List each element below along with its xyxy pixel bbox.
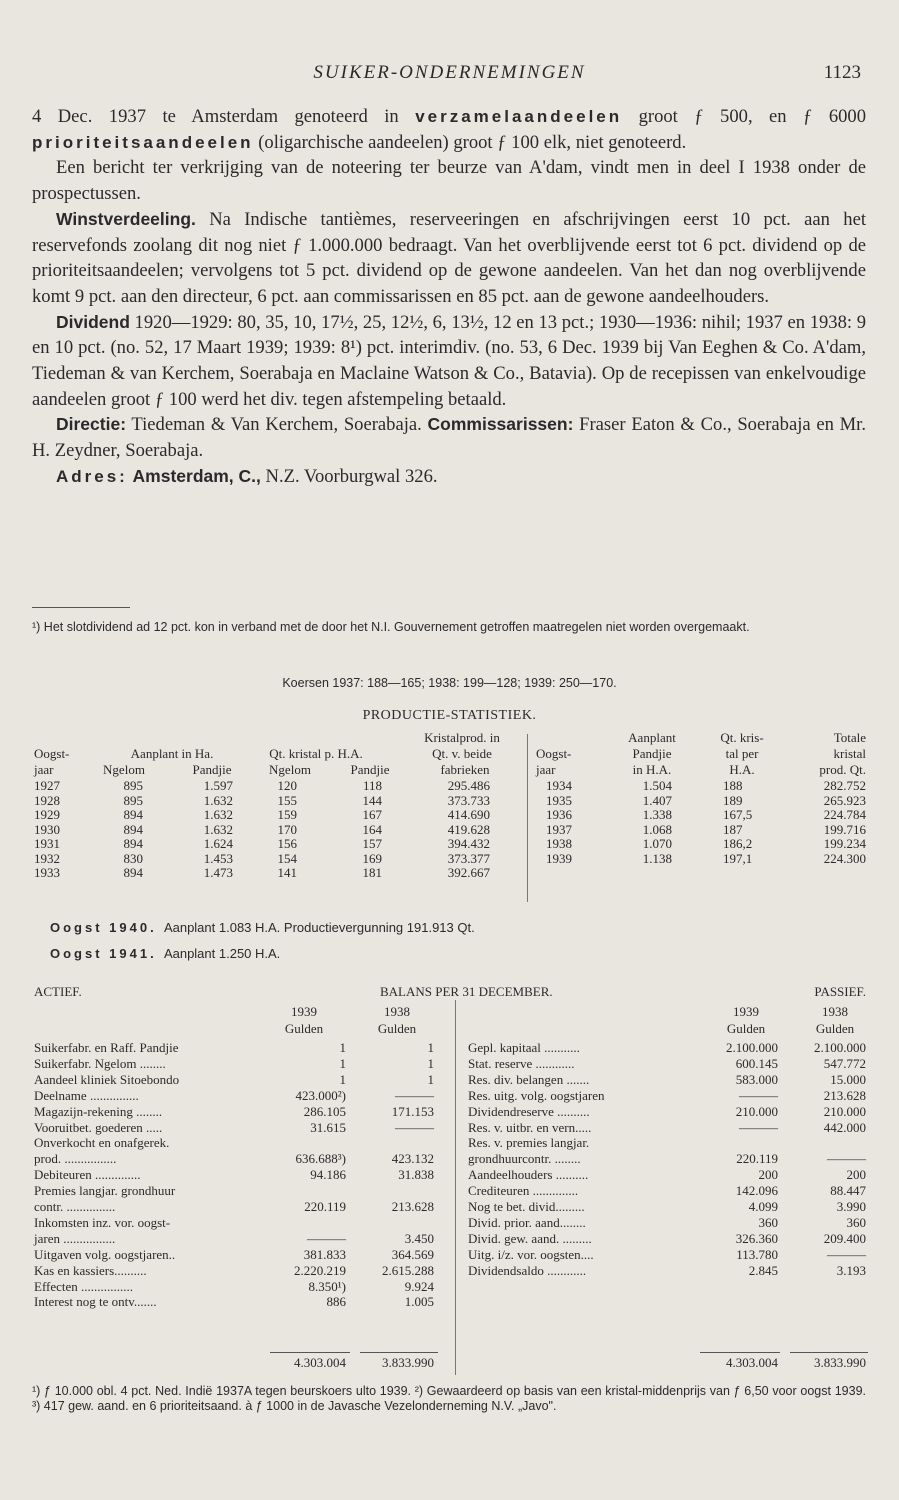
prod-cell: 894 <box>123 821 143 837</box>
prod-cell-right: 1.338 <box>642 807 672 822</box>
prod-cell-right: 167,5 <box>723 807 753 822</box>
prod-cell-right: 1.407 <box>642 792 672 808</box>
prod-cell-right: 1934 <box>546 778 572 793</box>
passief-row-1939: 210.000 <box>735 1103 778 1119</box>
prod-cell: 155 <box>277 792 297 808</box>
prod-cell: 118 <box>362 778 382 793</box>
passief-row-1939: 2.100.000 <box>726 1040 778 1055</box>
prod-cell: 1.473 <box>203 865 233 880</box>
prod-cell-right: 265.923 <box>823 792 866 808</box>
prod-cell-right: 1.068 <box>642 821 672 837</box>
prod-cell-right: 1.070 <box>642 836 672 851</box>
prod-head-r-totale: Totale <box>833 730 866 745</box>
p1-run-3: prioriteitsaandeelen <box>32 132 254 152</box>
oogst-1940 <box>50 920 475 935</box>
actief-row-label: Deelname ............... <box>34 1087 139 1103</box>
prod-cell: 373.377 <box>447 850 490 866</box>
prod-cell: 1.597 <box>203 778 233 793</box>
actief-row-label: contr. ............... <box>34 1199 116 1214</box>
prod-head-r-oogst: Oogst- <box>536 746 572 761</box>
prod-cell-right: 1937 <box>546 821 572 837</box>
p1-run-4: (oligarchische aandeelen) groot ƒ 100 elk, niet genoteerd. <box>253 131 687 153</box>
prod-cell: 1930 <box>34 821 60 837</box>
prod-cell: 1928 <box>34 792 60 808</box>
prod-cell: 895 <box>123 792 143 808</box>
passief-row-1938: 210.000 <box>823 1103 866 1119</box>
actief-row-label: Vooruitbet. goederen ..... <box>34 1119 163 1135</box>
prod-cell-right: 224.300 <box>823 850 866 866</box>
balance-passief-label: PASSIEF. <box>814 984 866 999</box>
p3-run-1: Na Indische tantièmes, reserveeringen en afschrijvingen eerst 10 pct. aan het reservefonds zoolang dit nog niet ƒ 1.000.000 bedraagt. Van het overblijvende eerst tot 6 pct. dividend op de prioriteitsaandeelen; vervolgens tot 5 pct. dividend op de gewone aandeelen. Van het dan nog overblijvende komt 9 pct. aan den directeur, 6 pct. aan commissarissen en 85 pct. aan de gewone aandeelhouders. <box>32 208 866 307</box>
passief-row-1939: 220.119 <box>736 1151 778 1167</box>
actief-row-1938: 2.615.288 <box>382 1262 434 1278</box>
paragraph-adres <box>32 464 866 490</box>
actief-row-1939: 220.119 <box>304 1199 346 1214</box>
actief-row-label: Suikerfabr. Ngelom ........ <box>34 1055 166 1071</box>
actief-row-label: Debiteuren .............. <box>34 1167 141 1183</box>
prod-cell-right: 199.234 <box>823 836 866 851</box>
prod-cell-right: 199.716 <box>823 821 866 837</box>
passief-row-1939: 360 <box>758 1214 778 1230</box>
balance-divider <box>455 1000 456 1375</box>
p6-run-2: Amsterdam, C., <box>132 465 261 486</box>
prod-head-r-kristal: Qt. kris- <box>720 730 764 745</box>
footnote-dividend: ¹) Het slotdividend ad 12 pct. kon in verband met de door het N.I. Gouvernement getroffen maatregelen niet worden overgemaakt. <box>32 620 750 634</box>
prod-cell: 392.667 <box>447 865 490 880</box>
prod-cell-right: 1.138 <box>642 850 672 866</box>
p4-run-0: Dividend <box>56 311 130 332</box>
prod-head-jaar: jaar <box>34 762 54 777</box>
prod-head-oogstjaar: Oogst- <box>34 746 70 761</box>
actief-row-1938: 213.628 <box>391 1199 434 1214</box>
prod-cell: 419.628 <box>447 821 490 837</box>
passief-row-label: Uitg. i/z. vor. oogsten.... <box>468 1246 594 1262</box>
prod-cell: 156 <box>277 836 297 851</box>
actief-row-1938: ——— <box>395 1087 434 1103</box>
balance-actief-label: ACTIEF. <box>34 984 82 999</box>
actief-row-1938: 171.153 <box>391 1103 434 1119</box>
passief-row-label: grondhuurcontr. ........ <box>468 1151 581 1167</box>
prod-cell-right: 1938 <box>546 836 572 851</box>
passief-row-1938: 360 <box>846 1214 866 1230</box>
passief-row-1938: 547.772 <box>823 1055 866 1071</box>
passief-row-label: Nog te bet. divid......... <box>468 1199 585 1214</box>
prod-cell: 164 <box>362 821 382 837</box>
actief-row-label: Inkomsten inz. vor. oogst- <box>34 1214 171 1230</box>
passief-row-1939: ——— <box>739 1119 778 1135</box>
prod-cell: 295.486 <box>447 778 490 793</box>
prod-head-aanplant: Aanplant in Ha. <box>130 746 214 761</box>
actief-row-label: Premies langjar. grondhuur <box>34 1183 176 1199</box>
passief-row-label: Gepl. kapitaal ........... <box>468 1040 580 1055</box>
prod-cell: 170 <box>277 821 297 837</box>
prod-cell-right: 197,1 <box>723 850 753 866</box>
prod-cell-right: 282.752 <box>823 778 866 793</box>
passief-row-1938: 3.193 <box>836 1262 866 1278</box>
actief-row-label: Uitgaven volg. oogstjaren.. <box>34 1246 176 1262</box>
actief-row-1939: ——— <box>307 1230 346 1246</box>
actief-row-1938: 3.450 <box>404 1230 434 1246</box>
passief-row-label: Crediteuren .............. <box>468 1183 579 1199</box>
prod-cell-right: 1935 <box>546 792 572 808</box>
balance-unit-p: Gulden <box>726 1021 766 1036</box>
passief-row-label: Divid. gew. aand. ......... <box>468 1230 592 1246</box>
passief-row-1938: 15.000 <box>830 1071 866 1087</box>
actief-row-label: Suikerfabr. en Raff. Pandjie <box>34 1040 179 1055</box>
prod-cell: 159 <box>277 807 297 822</box>
prod-head-r-aanplant: Aanplant <box>628 730 676 745</box>
prod-head-pandjie: Pandjie <box>192 762 232 777</box>
actief-total-1938: 3.833.990 <box>382 1355 434 1370</box>
total-rule <box>790 1352 868 1353</box>
passief-total-1939: 4.303.004 <box>726 1355 778 1370</box>
page-title: SUIKER-ONDERNEMINGEN <box>313 62 586 83</box>
passief-row-label: Dividendsaldo ............ <box>468 1262 587 1278</box>
actief-row-1939: 94.186 <box>310 1167 346 1183</box>
actief-row-label: Aandeel kliniek Sitoebondo <box>34 1071 180 1087</box>
passief-total-1938: 3.833.990 <box>814 1355 866 1370</box>
koersen-line: Koersen 1937: 188—165; 1938: 199—128; 1939: 250—170. <box>282 676 617 690</box>
p5-run-2: Commissarissen: <box>427 414 574 435</box>
prod-cell: 1927 <box>34 778 60 793</box>
prod-cell: 1932 <box>34 850 60 866</box>
p4-run-1: 1920—1929: 80, 35, 10, 17½, 25, 12½, 6, 13½, 12 en 13 pct.; 1930—1936: nihil; 1937 en 1938: 9 en 10 pct. (no. 52, 17 Maart 1939; 1939: 8¹) pct. interimdiv. (no. 53, 6 Dec. 1939 bij Van Eeghen & Co. A'dam, Tiedeman & van Kerchem, Soerabaja en Maclaine Watson & Co., Batavia). Op de recepissen van enkelvoudige aandeelen groot ƒ 100 werd het div. tegen afstempeling betaald. <box>32 311 866 410</box>
prod-head-r-jaar: jaar <box>536 762 556 777</box>
actief-row-label: Onverkocht en onafgerek. <box>34 1135 170 1151</box>
prod-head-r-pandjie: Pandjie <box>632 746 672 761</box>
prod-cell: 1.624 <box>203 836 233 851</box>
passief-row-1938: 2.100.000 <box>814 1040 866 1055</box>
p6-run-0: Adres: <box>56 466 128 486</box>
passief-row-1939: 600.145 <box>735 1055 778 1071</box>
actief-row-1938: 423.132 <box>391 1151 434 1167</box>
actief-row-1939: 2.220.219 <box>294 1262 346 1278</box>
actief-row-1939: 636.688³) <box>295 1151 346 1167</box>
passief-row-1938: 3.990 <box>836 1199 866 1214</box>
paragraph-winstverdeeling <box>32 207 866 310</box>
paragraph-directie <box>32 412 866 463</box>
body-text <box>32 104 866 490</box>
p3-run-0: Winstverdeeling. <box>56 208 196 229</box>
actief-row-1938: 31.838 <box>398 1167 434 1183</box>
paragraph-prospectus <box>32 155 866 206</box>
actief-row-1938: ——— <box>395 1119 434 1135</box>
prod-cell-right: 1939 <box>546 850 572 866</box>
production-divider <box>527 734 528 902</box>
passief-row-1938: 442.000 <box>823 1119 866 1135</box>
footnote-divider <box>32 607 130 608</box>
oogst-1941-label: Oogst 1941. <box>50 946 157 961</box>
actief-row-1939: 286.105 <box>303 1103 346 1119</box>
prod-cell-right: 186,2 <box>723 836 753 851</box>
actief-row-1939: 8.350¹) <box>308 1278 346 1294</box>
balance-unit: Gulden <box>284 1021 324 1036</box>
prod-cell: 1.632 <box>203 792 233 808</box>
prod-cell: 1929 <box>34 807 60 822</box>
actief-row-1939: 381.833 <box>303 1246 346 1262</box>
prod-head-pandjie-2: Pandjie <box>350 762 390 777</box>
prod-cell: 120 <box>277 778 297 793</box>
paragraph-dividend <box>32 310 866 413</box>
actief-row-label: Magazijn-rekening ........ <box>34 1103 163 1119</box>
prod-head-ngelom-2: Ngelom <box>269 762 311 777</box>
prod-cell-right: 1936 <box>546 807 572 822</box>
balance-year-1939: 1939 <box>291 1004 317 1019</box>
prod-cell: 1.632 <box>203 821 233 837</box>
passief-row-1938: 200 <box>846 1167 866 1183</box>
prod-cell: 181 <box>362 865 382 880</box>
passief-row-1939: 200 <box>758 1167 778 1183</box>
production-title: PRODUCTIE-STATISTIEK. <box>362 708 537 723</box>
passief-row-1938: ——— <box>827 1246 866 1262</box>
prod-head-kristalprod: Kristalprod. in <box>424 730 500 745</box>
paragraph-listing <box>32 104 866 155</box>
prod-cell-right: 188 <box>723 778 743 793</box>
passief-row-1938: 209.400 <box>823 1230 866 1246</box>
p5-run-3: Fraser Eaton & Co., Soerabaja en Mr. H. Zeydner, Soerabaja. <box>32 414 866 462</box>
balance-year-1939-p: 1939 <box>733 1004 759 1019</box>
prod-cell: 894 <box>123 836 143 851</box>
prod-cell: 373.733 <box>447 792 490 808</box>
actief-row-1938: 1 <box>427 1071 434 1087</box>
prod-cell: 154 <box>277 850 297 866</box>
prod-head-r-ha: H.A. <box>729 762 755 777</box>
prod-cell: 894 <box>123 865 143 880</box>
actief-total-1939: 4.303.004 <box>294 1355 346 1370</box>
prod-cell-right: 189 <box>723 792 743 808</box>
passief-row-1939: ——— <box>739 1087 778 1103</box>
p5-run-1: Tiedeman & Van Kerchem, Soerabaja. <box>126 414 428 436</box>
prod-cell-right: 187 <box>723 821 743 837</box>
passief-row-label: Res. div. belangen ....... <box>468 1071 590 1087</box>
balance-unit-p: Gulden <box>815 1021 855 1036</box>
p1-run-2: groot ƒ 500, en ƒ 6000 <box>622 106 867 127</box>
actief-row-1938: 9.924 <box>404 1278 434 1294</box>
prod-cell: 895 <box>123 778 143 793</box>
balance-title: BALANS PER 31 DECEMBER. <box>380 984 553 999</box>
prod-head-r-prod: prod. Qt. <box>819 762 866 777</box>
prod-cell: 414.690 <box>447 807 490 822</box>
running-header <box>0 62 899 88</box>
actief-row-label: Interest nog te ontv....... <box>34 1294 157 1310</box>
prod-cell: 141 <box>277 865 297 880</box>
prod-cell: 1931 <box>34 836 60 851</box>
footnote-balance: ¹) ƒ 10.000 obl. 4 pct. Ned. Indië 1937A tegen beurskoers ulto 1939. ²) Gewaardeerd op basis van een kristal-middenprijs van ƒ 6,50 voor oogst 1939. ³) 417 gew. aand. en 6 prioriteitsaand. à ƒ 1000 in de Javasche Vezelonderneming N.V. „Javo". <box>32 1384 866 1413</box>
actief-row-label: Effecten ................ <box>34 1278 134 1294</box>
oogst-1940-label: Oogst 1940. <box>50 920 157 935</box>
passief-row-1938: ——— <box>827 1151 866 1167</box>
total-rule <box>270 1352 350 1353</box>
p6-run-3: N.Z. Voorburgwal 326. <box>260 465 438 487</box>
passief-row-label: Dividendreserve .......... <box>468 1103 590 1119</box>
passief-row-1939: 2.845 <box>748 1262 778 1278</box>
actief-row-label: prod. ................ <box>34 1151 117 1167</box>
actief-row-1939: 1 <box>339 1055 346 1071</box>
balance-year-1938: 1938 <box>384 1004 410 1019</box>
passief-row-label: Res. uitg. volg. oogstjaren <box>468 1087 605 1103</box>
oogst-1940-text: Aanplant 1.083 H.A. Productievergunning 191.913 Qt. <box>163 920 475 935</box>
actief-row-1939: 1 <box>339 1071 346 1087</box>
prod-cell: 894 <box>123 807 143 822</box>
prod-head-fabrieken: fabrieken <box>440 762 490 777</box>
oogst-1941-text: Aanplant 1.250 H.A. <box>163 946 281 961</box>
prod-head-r-kristal2: kristal <box>833 746 866 761</box>
balance-unit: Gulden <box>377 1021 417 1036</box>
p5-run-0: Directie: <box>56 414 127 435</box>
page-number: 1123 <box>823 62 861 83</box>
prod-head-kristalprod-2: Qt. v. beide <box>432 746 492 761</box>
p1-run-1: verzamelaandeelen <box>415 107 623 126</box>
actief-row-label: jaren ................ <box>34 1230 116 1246</box>
passief-row-label: Divid. prior. aand........ <box>468 1214 586 1230</box>
prod-cell-right: 1.504 <box>642 778 672 793</box>
actief-row-label: Kas en kassiers.......... <box>34 1262 147 1278</box>
p2-run-0: Een bericht ter verkrijging van de noteering ter beurze van A'dam, vindt men in deel I 1938 onder de prospectussen. <box>32 157 866 205</box>
balance-year-1938-p: 1938 <box>822 1004 848 1019</box>
passief-row-label: Aandeelhouders .......... <box>468 1167 589 1183</box>
passief-row-label: Res. v. uitbr. en vern..... <box>468 1119 592 1135</box>
total-rule <box>360 1352 438 1353</box>
actief-row-1939: 886 <box>326 1294 346 1310</box>
prod-cell: 167 <box>362 807 382 822</box>
prod-cell: 1.453 <box>203 850 233 866</box>
prod-head-ngelom: Ngelom <box>103 762 145 777</box>
prod-cell: 394.432 <box>447 836 490 851</box>
prod-head-r-talper: tal per <box>725 746 759 761</box>
passief-row-1939: 4.099 <box>748 1199 778 1214</box>
passief-row-label: Res. v. premies langjar. <box>468 1135 590 1151</box>
prod-cell: 144 <box>362 792 382 808</box>
passief-row-label: Stat. reserve ............ <box>468 1055 575 1071</box>
oogst-1941 <box>50 946 280 961</box>
actief-row-1938: 1.005 <box>404 1294 434 1310</box>
actief-row-1939: 423.000²) <box>295 1087 346 1103</box>
passief-row-1939: 142.096 <box>735 1183 778 1199</box>
passief-row-1938: 213.628 <box>823 1087 866 1103</box>
passief-row-1938: 88.447 <box>830 1183 866 1199</box>
p1-run-0: 4 Dec. 1937 te Amsterdam genoteerd in <box>32 106 416 127</box>
prod-cell-right: 224.784 <box>823 807 866 822</box>
actief-row-1939: 31.615 <box>310 1119 346 1135</box>
passief-row-1939: 326.360 <box>735 1230 778 1246</box>
actief-row-1938: 1 <box>427 1040 434 1055</box>
prod-cell: 1.632 <box>203 807 233 822</box>
prod-cell: 1933 <box>34 865 60 880</box>
prod-cell: 830 <box>123 850 143 866</box>
prod-cell: 169 <box>362 850 382 866</box>
passief-row-1939: 113.780 <box>736 1246 778 1262</box>
actief-row-1939: 1 <box>339 1040 346 1055</box>
actief-row-1938: 364.569 <box>391 1246 434 1262</box>
total-rule <box>700 1352 780 1353</box>
actief-row-1938: 1 <box>427 1055 434 1071</box>
prod-head-qtkristal: Qt. kristal p. H.A. <box>269 746 363 761</box>
prod-head-r-inha: in H.A. <box>632 762 672 777</box>
prod-cell: 157 <box>362 836 382 851</box>
passief-row-1939: 583.000 <box>735 1071 778 1087</box>
